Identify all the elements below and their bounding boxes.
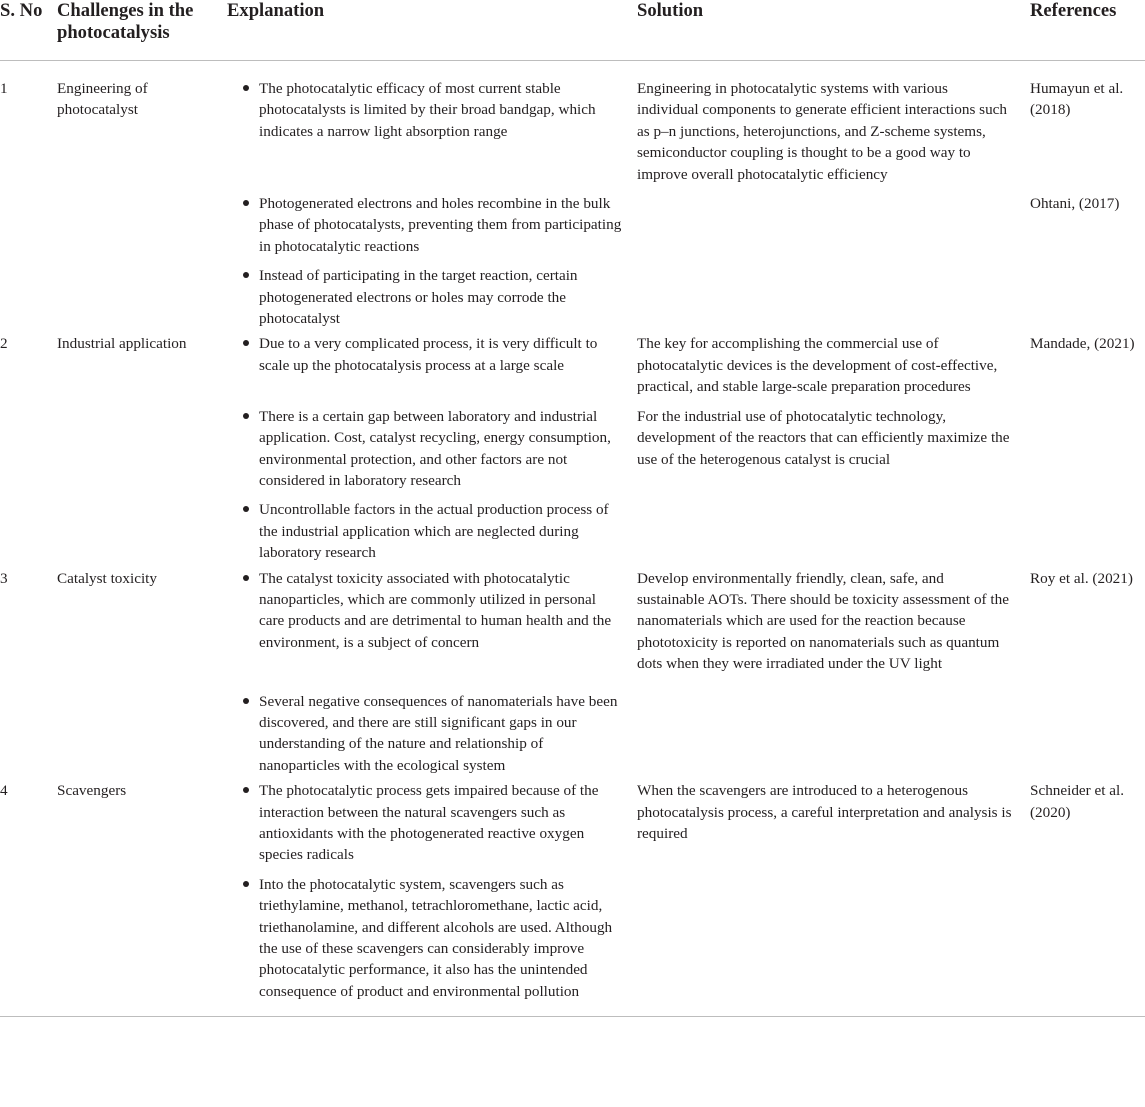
- table-row: [0, 406, 1145, 500]
- table-bottom-rule: [0, 1017, 1145, 1020]
- challenge-cell: Catalyst toxicity: [57, 569, 157, 587]
- bullet-icon: [243, 575, 249, 581]
- explanation-text: There is a certain gap between laboratory and industrial application. Cost, catalyst recycling, energy consumption, environmental protection, and other factors are not considered in laboratory research: [259, 407, 611, 489]
- reference-cell: Humayun et al. (2018): [1030, 80, 1124, 119]
- solution-cell: [637, 499, 1030, 567]
- reference-cell: [1030, 691, 1145, 781]
- header-references: References: [1030, 0, 1145, 61]
- solution-cell: [637, 691, 1030, 781]
- reference-cell: Mandade, (2021): [1030, 335, 1135, 353]
- empty-cell: [57, 406, 227, 500]
- explanation-text: The photocatalytic process gets impaired because of the interaction between the natural scavengers such as antioxidants with the photogenerated reactive oxygen species radicals: [259, 782, 599, 864]
- bullet-icon: [243, 698, 249, 704]
- explanation-text: Photogenerated electrons and holes recombine in the bulk phase of photocatalysts, preventing them from participating in photocatalytic reactions: [259, 195, 622, 255]
- table-row: [0, 333, 1145, 405]
- explanation-cell: [227, 691, 637, 781]
- table-row: [0, 61, 1145, 194]
- explanation-cell: [227, 193, 637, 265]
- explanation-cell: [227, 265, 637, 333]
- challenge-cell: Industrial application: [57, 335, 187, 353]
- header-row: [0, 0, 1145, 61]
- solution-cell: For the industrial use of photocatalytic technology, development of the reactors that can efficiently maximize the use of the heterogenous catalyst is crucial: [637, 407, 1010, 468]
- empty-cell: [0, 874, 57, 1017]
- explanation-bullet: [243, 265, 623, 329]
- table-header: [0, 0, 1145, 61]
- bullet-icon: [243, 506, 249, 512]
- explanation-text: Due to a very complicated process, it is very difficult to scale up the photocatalysis process at a large scale: [259, 335, 598, 374]
- solution-cell: [637, 265, 1030, 333]
- explanation-cell: [227, 874, 637, 1017]
- solution-cell: [637, 193, 1030, 265]
- explanation-bullet: [243, 78, 623, 142]
- table-row: [0, 499, 1145, 567]
- reference-cell: Ohtani, (2017): [1030, 195, 1120, 213]
- row-number: 3: [0, 569, 8, 587]
- explanation-text: The photocatalytic efficacy of most current stable photocatalysts is limited by their broad bandgap, which indicates a narrow light absorption range: [259, 80, 596, 140]
- row-number: 1: [0, 80, 8, 97]
- explanation-cell: [227, 333, 637, 405]
- bullet-icon: [243, 272, 249, 278]
- empty-cell: [0, 499, 57, 567]
- explanation-bullet: [243, 874, 623, 1002]
- table-row: [0, 691, 1145, 781]
- row-number: 4: [0, 782, 8, 800]
- header-sno: S. No: [0, 0, 57, 61]
- reference-cell: Schneider et al. (2020): [1030, 782, 1125, 821]
- table-row: [0, 568, 1145, 691]
- solution-cell: The key for accomplishing the commercial use of photocatalytic devices is the development of cost-effective, practical, and stable large-scale preparation procedures: [637, 335, 998, 396]
- reference-cell: [1030, 265, 1145, 333]
- header-solution: Solution: [637, 0, 1030, 61]
- explanation-bullet: [243, 780, 623, 866]
- explanation-bullet: [243, 499, 623, 563]
- bullet-icon: [243, 881, 249, 887]
- explanation-text: Instead of participating in the target reaction, certain photogenerated electrons or holes may corrode the photocatalyst: [259, 267, 578, 328]
- reference-cell: [1030, 874, 1145, 1017]
- explanation-bullet: [243, 568, 623, 654]
- bullet-icon: [243, 200, 249, 206]
- explanation-cell: [227, 406, 637, 500]
- bullet-icon: [243, 787, 249, 793]
- empty-cell: [0, 691, 57, 781]
- bullet-icon: [243, 85, 249, 91]
- explanation-cell: [227, 568, 637, 691]
- explanation-text: Several negative consequences of nanomaterials have been discovered, and there are still significant gaps in our understanding of the nature and relationship of nanoparticles with the ecological system: [259, 692, 618, 774]
- empty-cell: [0, 265, 57, 333]
- header-explanation: Explanation: [227, 0, 637, 61]
- explanation-text: The catalyst toxicity associated with photocatalytic nanoparticles, which are commonly utilized in personal care products and are detrimental to human health and the environment, is a subject of concern: [259, 569, 612, 651]
- solution-cell: [637, 874, 1030, 1017]
- explanation-cell: [227, 61, 637, 194]
- table-row: [0, 874, 1145, 1017]
- challenge-cell: Scavengers: [57, 782, 127, 800]
- empty-cell: [57, 874, 227, 1017]
- table-row: [0, 193, 1145, 265]
- reference-cell: [1030, 406, 1145, 500]
- explanation-bullet: [243, 406, 623, 492]
- table-row: [0, 265, 1145, 333]
- table-row: [0, 780, 1145, 874]
- explanation-text: Into the photocatalytic system, scavengers such as triethylamine, methanol, tetrachloromethane, lactic acid, triethanolamine, and different alcohols are used. Although the use of these scavengers can considerably improve photocatalytic performance, it also has the unintended consequence of product and environmental pollution: [259, 875, 613, 1000]
- reference-cell: [1030, 499, 1145, 567]
- solution-cell: Develop environmentally friendly, clean, safe, and sustainable AOTs. There should be toxicity assessment of the nanomaterials which are used for the reaction because phototoxicity is reported on nanomaterials such as quantum dots when they were irradiated under the UV light: [637, 569, 1009, 673]
- reference-cell: Roy et al. (2021): [1030, 569, 1133, 587]
- header-challenges: Challenges in the photocatalysis: [57, 0, 227, 61]
- challenge-cell: Engineering of photocatalyst: [57, 80, 148, 119]
- empty-cell: [57, 265, 227, 333]
- explanation-bullet: [243, 691, 623, 777]
- explanation-text: Uncontrollable factors in the actual production process of the industrial application which are neglected during laboratory research: [259, 501, 609, 562]
- solution-cell: Engineering in photocatalytic systems with various individual components to generate efficient interactions such as p–n junctions, heterojunctions, and Z-scheme systems, semiconductor coupling is thought to be a good way to improve overall photocatalytic efficiency: [637, 80, 1008, 183]
- explanation-cell: [227, 499, 637, 567]
- empty-cell: [57, 499, 227, 567]
- empty-cell: [57, 193, 227, 265]
- explanation-cell: [227, 780, 637, 874]
- bullet-icon: [243, 340, 249, 346]
- empty-cell: [57, 691, 227, 781]
- empty-cell: [0, 406, 57, 500]
- bullet-icon: [243, 413, 249, 419]
- explanation-bullet: [243, 193, 623, 257]
- explanation-bullet: [243, 333, 623, 376]
- empty-cell: [0, 193, 57, 265]
- solution-cell: When the scavengers are introduced to a heterogenous photocatalysis process, a careful interpretation and analysis is required: [637, 782, 1012, 842]
- row-number: 2: [0, 335, 8, 353]
- bottom-rule: [0, 1017, 1145, 1020]
